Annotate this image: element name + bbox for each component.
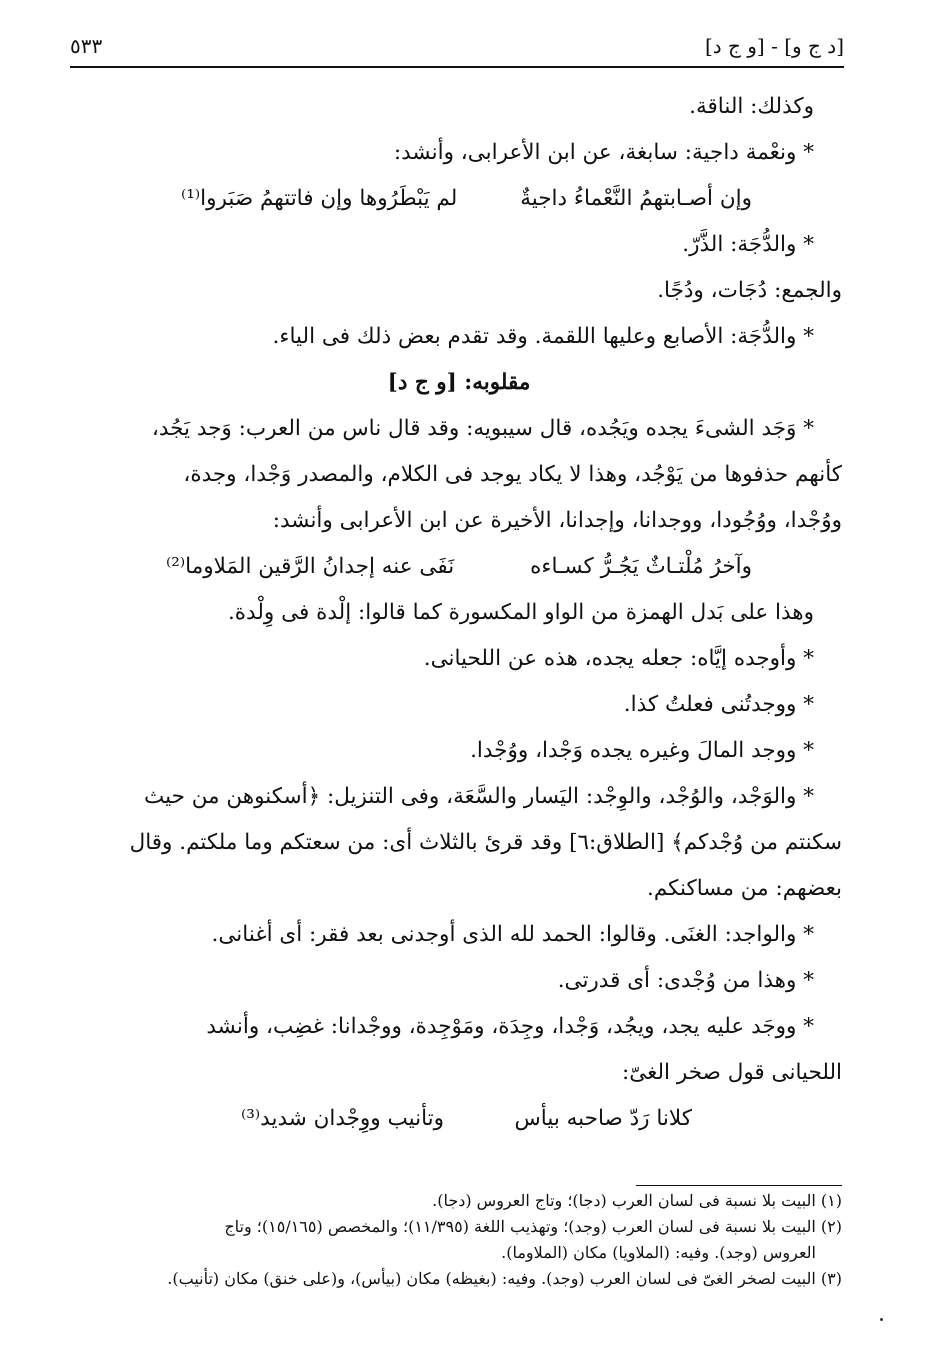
text-line: * والواجد: الغنَى. وقالوا: الحمد لله الذى أوجدنى بعد فقر: أى أغنانى.: [211, 922, 814, 947]
text-line: كأنهم حذفوها من يَوْجُد، وهذا لا يكاد يوجد فى الكلام، والمصدر وَجْدا، وجدة،: [183, 462, 842, 487]
scan-speck: [880, 1318, 883, 1321]
verse-first-hemistich: كلانا رَدّ صاحبه بيأس: [514, 1106, 692, 1131]
text-line: * والوَجْد، والوُجْد، والوِجْد: اليَسار والسَّعَة، وفى التنزيل: ﴿أسكنوهن من حيث: [143, 784, 814, 809]
text-line: * وهذا من وُجْدى: أى قدرتى.: [557, 968, 814, 993]
footnote: (٢) البيت بلا نسبة فى لسان العرب (وجد)؛ وتهذيب اللغة (١١/٣٩٥)؛ والمخصص (١٥/١٦٥)؛ وتاج: [224, 1217, 842, 1236]
verse-line: [76, 176, 842, 222]
verse-first-hemistich: وآخرُ مُلْتـاثٌ يَجُـرُّ كسـاءه: [530, 554, 752, 579]
footnote: (١) البيت بلا نسبة فى لسان العرب (دجا)؛ وتاج العروس (دجا).: [432, 1191, 842, 1210]
text-line: سكنتم من وُجْدكم﴾ [الطلاق:٦] وقد قرئ بالثلاث أى: من سعتكم وما ملكتم. وقال: [129, 830, 842, 855]
text-line: * والدُّجَة: الذَّرّ.: [682, 232, 814, 257]
text-line: * وَجَد الشىءَ يجده ويَجُده، قال سيبويه: وقد قال ناس من العرب: وَجد يَجُد،: [151, 416, 814, 441]
verse-line: [76, 1096, 842, 1142]
text-line: * ونعْمة داجية: سابغة، عن ابن الأعرابى، وأنشد:: [393, 140, 814, 165]
text-line: وكذلك: الناقة.: [689, 94, 814, 119]
text-line: ووُجْدا، ووُجُودا، ووجدانا، وإجدانا، الأخيرة عن ابن الأعرابى وأنشد:: [272, 508, 842, 533]
text-line: * ووجد المالَ وغيره يجده وَجْدا، ووُجْدا.: [470, 738, 814, 763]
text-line: * وأوجده إيَّاه: جعله يجده، هذه عن اللحيانى.: [423, 646, 814, 671]
text-line: * ووجَد عليه يجد، ويجُد، وَجْدا، وجِدَة، ومَوْجِدة، ووجْدانا: غضِب، وأنشد: [206, 1014, 814, 1039]
page-header: [70, 28, 844, 64]
verse-second-hemistich: وتأنيب ووِجْدان شديد⁽³⁾: [241, 1106, 445, 1131]
main-text: [76, 84, 842, 1142]
running-title: [د ج و] - [و ج د]: [704, 34, 844, 58]
text-line: * والدُّجَة: الأصابع وعليها اللقمة. وقد تقدم بعض ذلك فى الياء.: [272, 324, 814, 349]
text-line: * ووجدتُنى فعلتُ كذا.: [623, 692, 814, 717]
text-line: والجمع: دُجَات، ودُجًا.: [657, 278, 842, 303]
page-number: ٥٣٣: [70, 34, 103, 58]
section-heading: مقلوبه: [و ج د]: [387, 370, 531, 395]
footnote-rule: [636, 1185, 842, 1186]
verse-second-hemistich: نَفَى عنه إجدانُ الرَّقين المَلاوما⁽²⁾: [166, 554, 455, 579]
footnotes: [76, 1188, 842, 1292]
verse-first-hemistich: وإن أصـابتهمُ النَّعْماءُ داجيةٌ: [520, 186, 752, 211]
text-line: وهذا على بَدل الهمزة من الواو المكسورة كما قالوا: إلْدة فى وِلْدة.: [227, 600, 814, 625]
footnote-continuation: العروس (وجد). وفيه: (الملاويا) مكان (الملاوما).: [501, 1243, 816, 1262]
footnote: (٣) البيت لصخر الغىّ فى لسان العرب (وجد). وفيه: (بغيظه) مكان (بيأس)، و(على خنق) مكان (تأنيب).: [167, 1269, 842, 1288]
text-line: اللحيانى قول صخر الغىّ:: [621, 1060, 842, 1085]
verse-line: [76, 544, 842, 590]
verse-second-hemistich: لم يَبْطَرُوها وإن فاتتهمُ صَبَروا⁽¹⁾: [181, 186, 458, 211]
text-line: بعضهم: من مساكنكم.: [646, 876, 842, 901]
header-rule: [70, 66, 844, 68]
